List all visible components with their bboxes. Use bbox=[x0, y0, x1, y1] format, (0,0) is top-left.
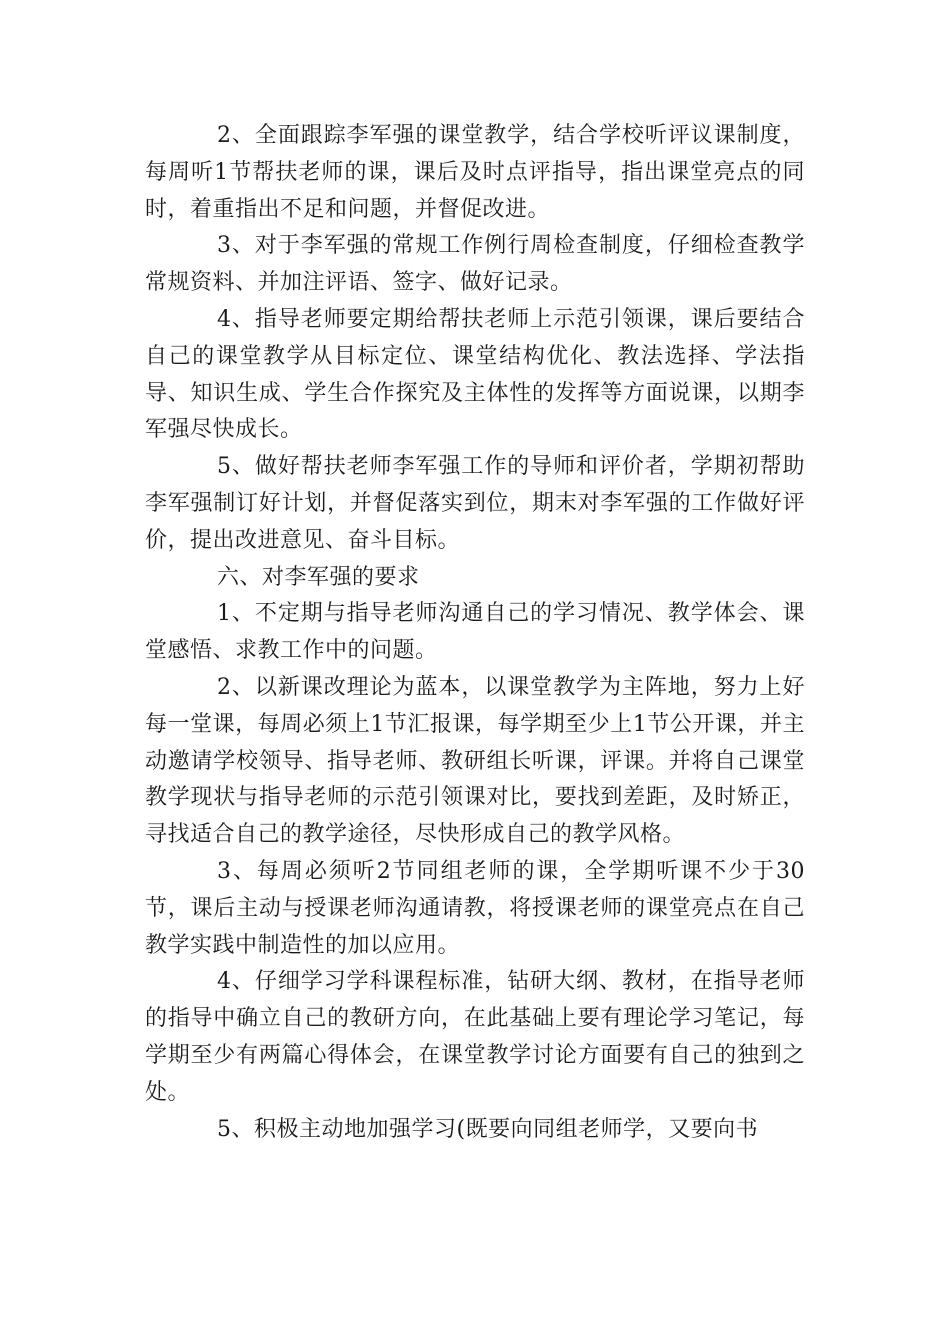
paragraph-req-2-classroom: 2、以新课改理论为蓝本，以课堂教学为主阵地，努力上好每一堂课，每周必须上1节汇报课，每学期至少上1节公开课，并主动邀请学校领导、指导老师、教研组长听课，评课。并将自己课堂教学现状与指导老师的示范引领课对比，要找到差距，及时矫正，寻找适合自己的教学途径，尽快形成自己的教学风格。 bbox=[145, 674, 805, 848]
paragraph-req-1-communication: 1、不定期与指导老师沟通自己的学习情况、教学体会、课堂感悟、求教工作中的问题。 bbox=[145, 601, 805, 664]
document-body bbox=[145, 118, 805, 1148]
paragraph-req-4-curriculum: 4、仔细学习学科课程标准，钻研大纲、教材，在指导老师的指导中确立自己的教研方向，在此基础上要有理论学习笔记，每学期至少有两篇心得体会，在课堂教学讨论方面要有自己的独到之处。 bbox=[145, 969, 805, 1105]
paragraph-item-2-tracking: 2、全面跟踪李军强的课堂教学，结合学校听评议课制度，每周听1节帮扶老师的课，课后及时点评指导，指出课堂亮点的同时，着重指出不足和问题，并督促改进。 bbox=[145, 123, 805, 222]
paragraph-req-3-observation: 3、每周必须听2节同组老师的课，全学期听课不少于30节，课后主动与授课老师沟通请教，将授课老师的课堂亮点在自己教学实践中制造性的加以应用。 bbox=[145, 858, 805, 958]
section-heading-requirements: 六、对李军强的要求 bbox=[217, 564, 420, 590]
paragraph-item-3-weekly-check: 3、对于李军强的常规工作例行周检查制度，仔细检查教学常规资料、并加注评语、签字、做好记录。 bbox=[145, 233, 805, 296]
paragraph-item-5-mentor-evaluator: 5、做好帮扶老师李军强工作的导师和评价者，学期初帮助李军强制订好计划，并督促落实到位，期末对李军强的工作做好评价，提出改进意见、奋斗目标。 bbox=[145, 454, 805, 553]
paragraph-item-4-demo-lessons: 4、指导老师要定期给帮扶老师上示范引领课，课后要结合自己的课堂教学从目标定位、课堂结构优化、教法选择、学法指导、知识生成、学生合作探究及主体性的发挥等方面说课，以期李军强尽快成长。 bbox=[145, 306, 805, 443]
paragraph-req-5-learning: 5、积极主动地加强学习(既要向同组老师学，又要向书 bbox=[217, 1116, 759, 1142]
